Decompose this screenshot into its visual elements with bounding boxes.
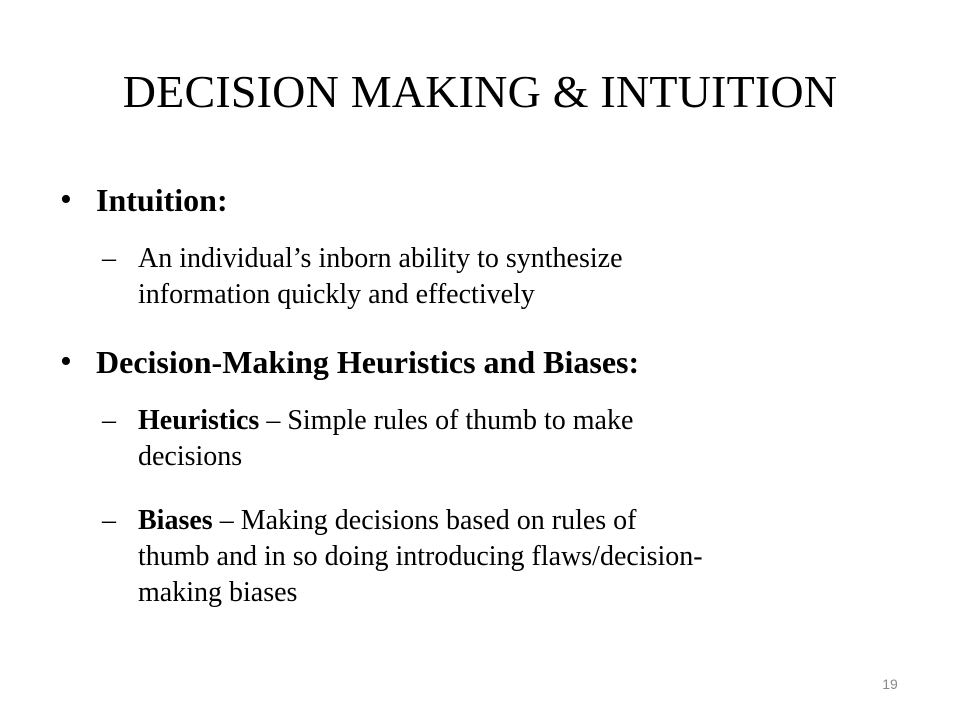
sub-item-text: [138, 403, 898, 475]
sub-item-line-text: Simple rules of thumb to make: [287, 405, 634, 436]
bullet-label: Intuition:: [96, 182, 228, 218]
sub-item-line: thumb and in so doing introducing flaws/decision-: [138, 541, 703, 572]
bullet-dot-icon: •: [60, 181, 72, 218]
sub-item-text: [138, 503, 898, 611]
page-number: 19: [882, 676, 898, 692]
bullet-label: Decision-Making Heuristics and Biases:: [96, 344, 640, 380]
bullet-dot-icon: •: [60, 343, 72, 380]
sub-item-line: information quickly and effectively: [138, 279, 535, 310]
term-separator: –: [259, 405, 288, 436]
term-heuristics: Heuristics: [138, 405, 260, 436]
slide-title: DECISION MAKING & INTUITION: [122, 66, 838, 117]
dash-icon: –: [102, 405, 116, 436]
sub-item-line: decisions: [138, 441, 243, 472]
sub-item-text: [138, 241, 898, 313]
term-biases: Biases: [138, 505, 213, 536]
sub-item-line: making biases: [138, 577, 298, 608]
dash-icon: –: [102, 243, 116, 274]
sub-item-line: An individual’s inborn ability to synthesize: [138, 243, 623, 274]
sub-item-line: [138, 503, 898, 539]
dash-icon: –: [102, 505, 116, 536]
sub-item-line-text: Making decisions based on rules of: [240, 505, 637, 536]
sub-item-line: [138, 403, 898, 439]
term-separator: –: [212, 505, 241, 536]
